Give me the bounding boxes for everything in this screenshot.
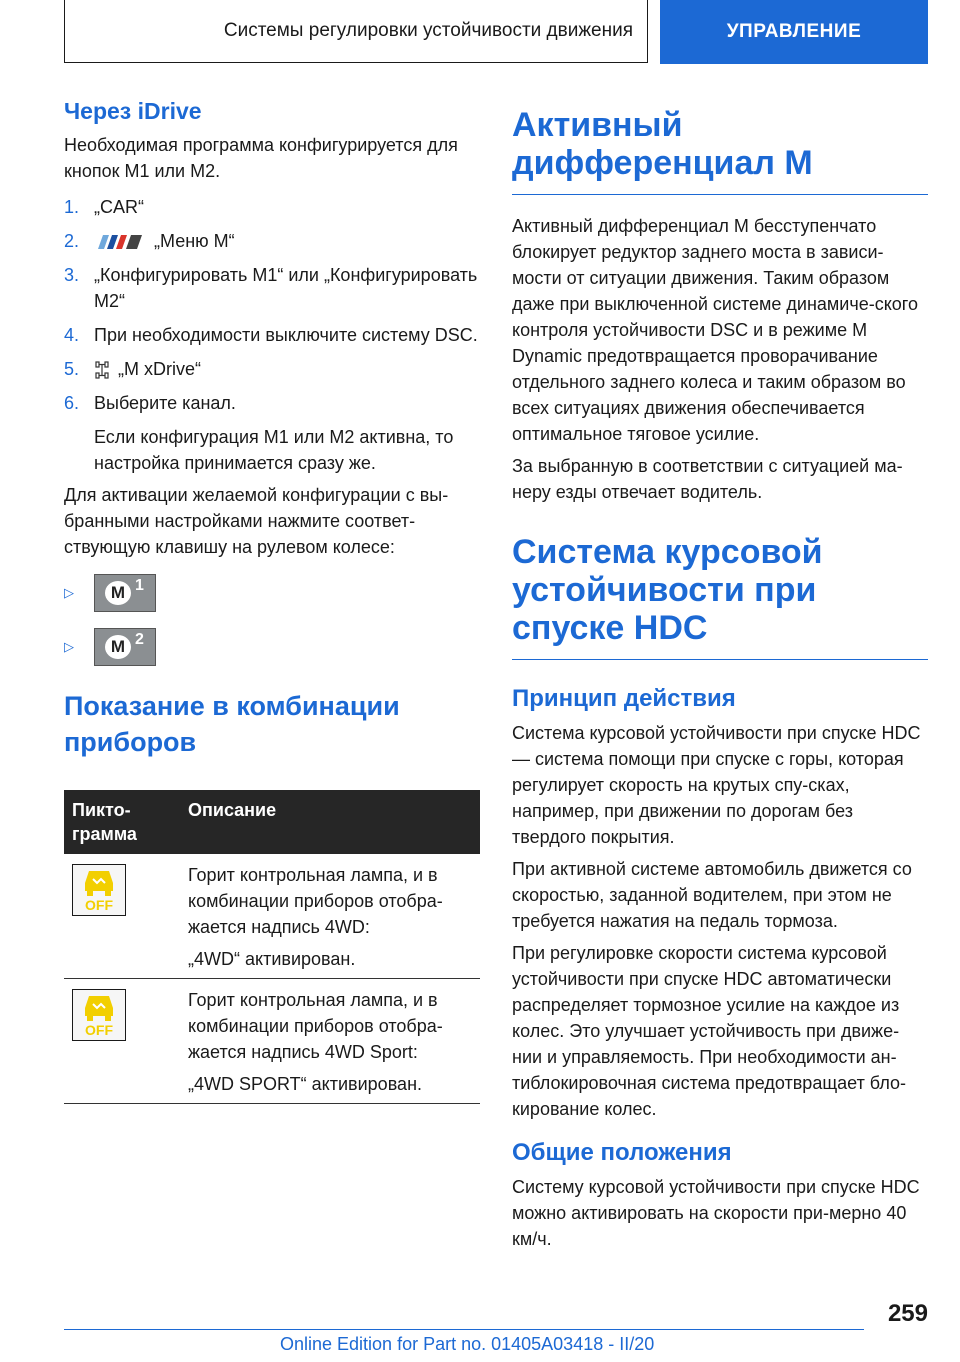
list-item <box>64 194 480 220</box>
list-item <box>64 228 480 254</box>
step-number: 1. <box>64 197 80 217</box>
table-row <box>64 979 480 1104</box>
chapter-tab[interactable]: УПРАВЛЕНИЕ <box>660 0 928 64</box>
row-note: „4WD“ активирован. <box>188 949 356 969</box>
step-text: „CAR“ <box>94 197 144 217</box>
list-item <box>64 262 480 314</box>
activation-text: Для активации желаемой конфигурации с вы-бранными настройками нажмите соответ-ствующую клавишу на рулевом колесе: <box>64 485 449 557</box>
step-number: 6. <box>64 393 80 413</box>
row-description: Горит контрольная лампа, и в комбинации приборов отобра-жается надпись 4WD Sport: <box>188 990 443 1062</box>
section-title: Системы регулировки устойчивости движения <box>64 0 648 63</box>
heading-rule <box>512 194 928 195</box>
step6-note: Если конфигурация M1 или M2 активна, то настройка принимается сразу же. <box>94 427 454 473</box>
table-cell-icon <box>64 854 180 979</box>
principle-paragraph-3: При регулировке скорости система курсовой устойчивости при спуске HDC автоматически распределяет тормозное усилие на каждое из колес. Это улучшает устойчивость при движе-нии и управляемость. При необходимости ан-тиблокировочная система предотвращает бло-кирование колес. <box>512 943 907 1119</box>
step-text: „Меню M“ <box>154 231 235 251</box>
m-stripes-icon <box>94 235 144 249</box>
left-column <box>64 96 480 1104</box>
general-paragraph-1: Систему курсовой устойчивости при спуске HDC можно активировать на скорости при-мерно 40 км/ч. <box>512 1177 920 1249</box>
step-number: 5. <box>64 359 80 379</box>
icon-off-text: OFF <box>85 1022 113 1038</box>
display-heading: Показание в комбинации приборов <box>64 691 400 757</box>
table-header-row <box>64 790 480 854</box>
bullet-triangle-icon: ▷ <box>64 585 74 600</box>
step-text-wrap <box>94 228 235 254</box>
diff-paragraph-1: Активный дифференциал M бесступенчато блокирует редуктор заднего моста в зависи-мости от ситуации движения. Таким образом даже при выключенной системе динамиче-ского контроля устойчивости DSC и в режиме M Dynamic предотвращается проворачивание отдельного заднего колеса и таким образом во всех ситуациях движения обеспечивается оптимальное тяговое усилие. <box>512 216 918 444</box>
hdc-off-icon <box>72 864 126 916</box>
hdc-off-icon <box>72 989 126 1041</box>
icon-off-text: OFF <box>85 897 113 913</box>
idrive-heading: Через iDrive <box>64 98 202 124</box>
row-note: „4WD SPORT“ активирован. <box>188 1074 423 1094</box>
list-item <box>64 574 480 612</box>
list-item <box>64 390 480 416</box>
footer-edition-link[interactable]: Online Edition for Part no. 01405A03418 - II/20 <box>280 1334 655 1354</box>
step-number: 3. <box>64 265 80 285</box>
key-list <box>64 574 480 666</box>
m2-key-icon <box>94 628 156 666</box>
key-label: M <box>105 581 131 605</box>
xdrive-icon <box>94 361 110 379</box>
diff-paragraph-2: За выбранную в соответствии с ситуацией ма-неру езды отвечает водитель. <box>512 456 903 502</box>
m1-key-icon <box>94 574 156 612</box>
table-cell-description <box>180 979 480 1104</box>
row-description: Горит контрольная лампа, и в комбинации приборов отобра-жается надпись 4WD: <box>188 865 443 937</box>
hdc-heading: Система курсовой устойчивости при спуске HDC <box>512 533 823 647</box>
table-cell-icon <box>64 979 180 1104</box>
idrive-intro: Необходимая программа конфигурируется для кнопок M1 или M2. <box>64 135 458 181</box>
table-header-description: Описание <box>180 790 480 854</box>
list-item <box>64 322 480 348</box>
heading-rule <box>512 659 928 660</box>
table-cell-description <box>180 854 480 979</box>
footer-rule <box>64 1329 864 1330</box>
principle-paragraph-2: При активной системе автомобиль движется со скоростью, заданной водителем, при этом не требуется нажатия на педаль тормоза. <box>512 859 912 931</box>
steps-list <box>64 194 480 416</box>
step-text-wrap <box>94 356 201 382</box>
hdc-off-glyph <box>73 990 125 1040</box>
page-header <box>64 0 928 64</box>
bullet-triangle-icon: ▷ <box>64 639 74 654</box>
hdc-off-glyph <box>73 865 125 915</box>
principle-heading: Принцип действия <box>512 685 736 712</box>
key-superscript: 2 <box>135 631 144 648</box>
step-text: При необходимости выключите систему DSC. <box>94 325 478 345</box>
step-text: „Конфигурировать M1“ или „Конфигурировать M2“ <box>94 265 478 311</box>
step-number: 2. <box>64 231 80 251</box>
key-label: M <box>105 635 131 659</box>
key-superscript: 1 <box>135 577 144 594</box>
list-item <box>64 356 480 382</box>
principle-paragraph-1: Система курсовой устойчивости при спуске HDC — система помощи при спуске с горы, которая регулирует скорость на крутых спу-сках, например, при движении по дорогам без твердого покрытия. <box>512 723 921 847</box>
step-text: Выберите канал. <box>94 393 236 413</box>
table-header-pictogram: Пикто-грамма <box>64 790 180 854</box>
page-number: 259 <box>887 1300 928 1327</box>
general-heading: Общие положения <box>512 1139 732 1166</box>
list-item <box>64 628 480 666</box>
step-number: 4. <box>64 325 80 345</box>
diff-heading: Активный дифференциал M <box>512 106 813 182</box>
pictogram-table <box>64 790 480 1104</box>
step-text: „M xDrive“ <box>118 359 201 379</box>
table-row <box>64 854 480 979</box>
right-column <box>512 96 928 1258</box>
